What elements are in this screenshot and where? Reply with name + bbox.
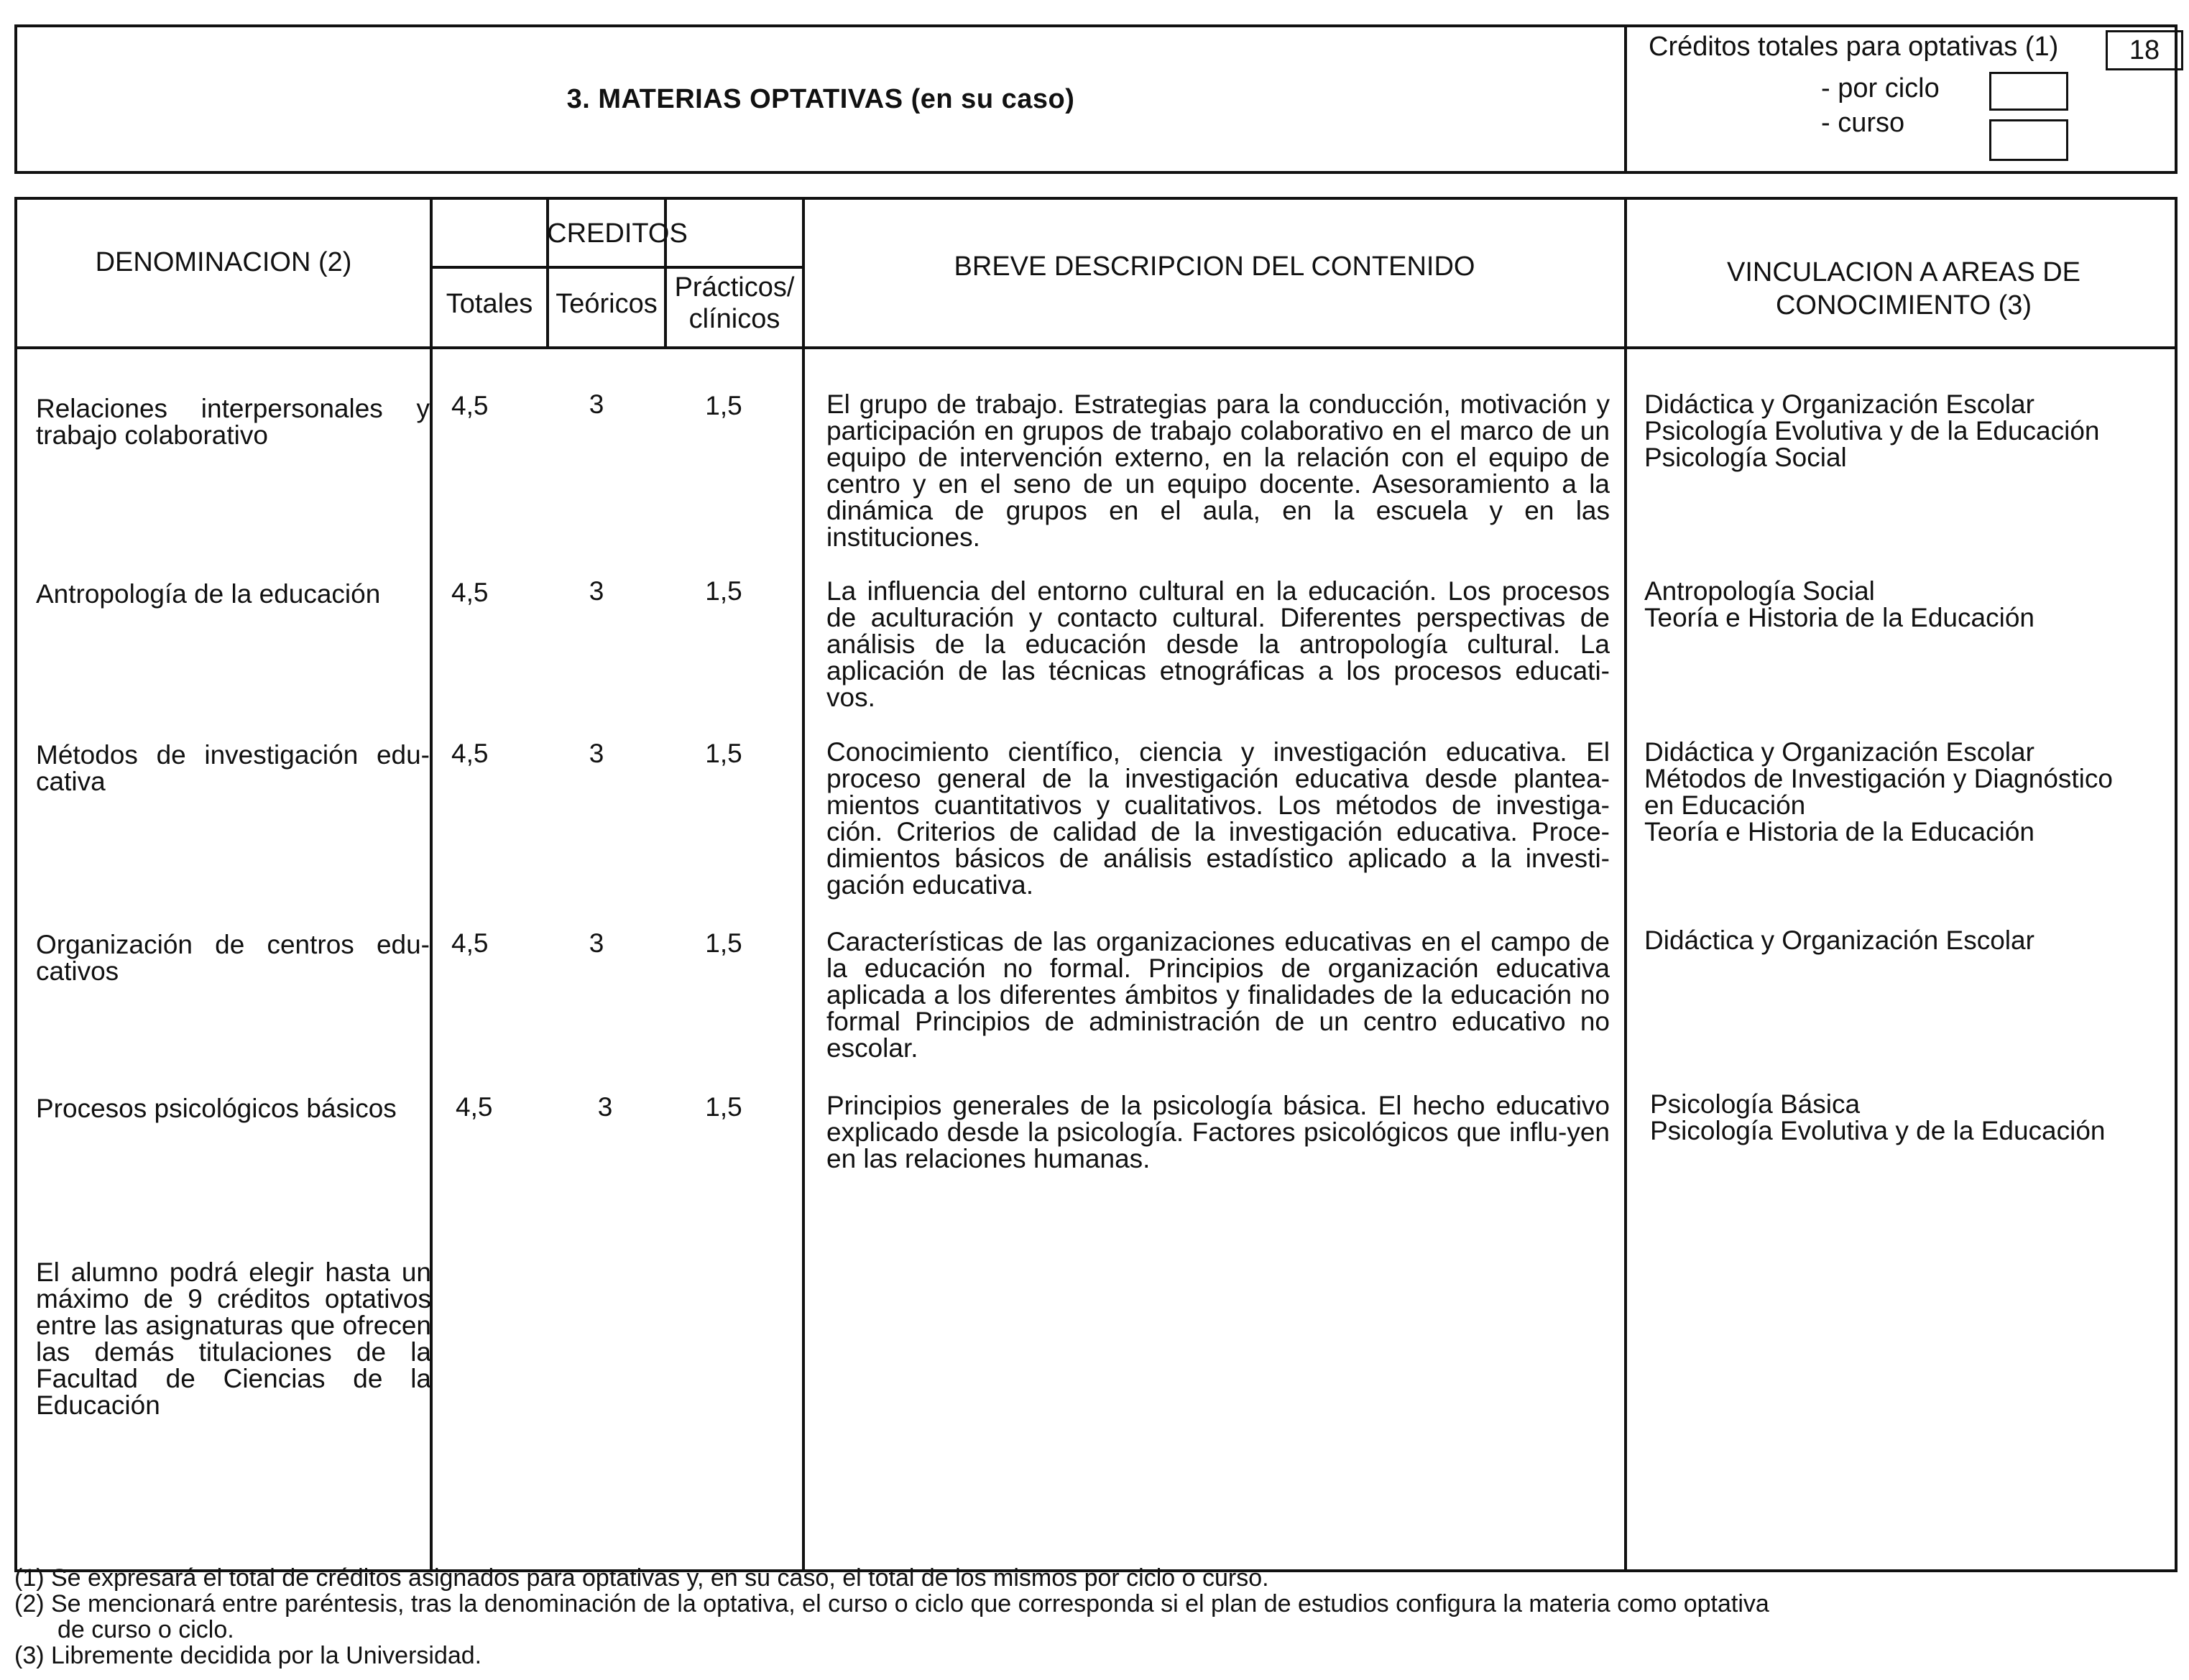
area-item: Psicología Evolutiva y de la Educación <box>1644 416 2100 446</box>
footnote-2: (2) Se mencionará entre paréntesis, tras la denominación de la optativa, el curso o ciclo que corresponda si el plan de estudios configura la materia como optativa <box>14 1590 1769 1617</box>
row-1-practicos: 1,5 <box>705 391 742 420</box>
row-3-teoricos: 3 <box>589 739 604 768</box>
row-5-teoricos: 3 <box>597 1092 613 1122</box>
section-header <box>14 24 2178 174</box>
credits-summary <box>1624 27 2175 171</box>
area-item: Didáctica y Organización Escolar <box>1644 389 2034 419</box>
row-3-practicos: 1,5 <box>705 739 742 768</box>
area-item: Teoría e Historia de la Educación <box>1644 603 2034 632</box>
col-header-teoricos: Teóricos <box>556 289 658 319</box>
row-3-description: Conocimiento científico, ciencia y investigación educativa. El proceso general de la investigación educativa desde plantea-mientos cuantitativos y cualitativos. Los métodos de investiga-ción. Criterios de calidad de la investigación educativa. Proce-dimientos básicos de análisis estadístico aplicado a la investi-gación educativa. <box>826 737 1610 900</box>
per-course-label: - curso <box>1821 108 1905 138</box>
row-divider <box>430 266 805 269</box>
row-2-areas <box>1644 578 2147 631</box>
row-2-name: Antropología de la educación <box>36 579 381 609</box>
col-header-practicos: Prácticos/ clínicos <box>674 272 795 334</box>
document-page <box>14 24 2178 1572</box>
col-header-denominacion: DENOMINACION (2) <box>95 247 352 277</box>
row-divider <box>17 346 2175 349</box>
row-2-totales: 4,5 <box>451 578 489 607</box>
elective-note: El alumno podrá elegir hasta un máximo de 9 créditos optativos entre las asignaturas que ofrecen las demás titulaciones de la Facultad de Ciencias de la Educación <box>36 1257 431 1420</box>
row-2-teoricos: 3 <box>589 576 604 606</box>
col-header-creditos: CREDITOS <box>547 218 688 249</box>
row-4-areas <box>1644 927 2147 954</box>
footnotes <box>14 1565 2156 1669</box>
row-4-totales: 4,5 <box>451 928 489 958</box>
subjects-table <box>14 197 2178 1572</box>
area-item: Didáctica y Organización Escolar <box>1644 926 2034 955</box>
row-1-description: El grupo de trabajo. Estrategias para la conducción, motivación y participación en grupos de trabajo colaborativo en el marco de un equipo de intervención externo, en la relación con el equipo de centro y en el seno de un equipo docente. Asesoramiento a la dinámica de grupos en el aula, en la escuela y en las instituciones. <box>826 389 1610 552</box>
section-title: 3. MATERIAS OPTATIVAS (en su caso) <box>566 83 1075 114</box>
row-3-totales: 4,5 <box>451 739 489 768</box>
column-divider <box>802 197 805 1569</box>
area-item: Psicología Social <box>1644 443 1847 472</box>
per-cycle-label: - por ciclo <box>1821 73 1940 103</box>
row-4-description: Características de las organizaciones educativas en el campo de la educación no formal. Principios de organización educativa aplicada a los diferentes ámbitos y finalidades de la educación no formal Principios de administración de un centro educativo no escolar. <box>826 927 1610 1063</box>
row-2-practicos: 1,5 <box>705 576 742 606</box>
area-item: Métodos de Investigación y Diagnóstico en Educación <box>1644 764 2113 820</box>
row-1-areas <box>1644 391 2147 471</box>
row-1-name: Relaciones interpersonales y trabajo colaborativo <box>36 394 430 450</box>
area-item: Antropología Social <box>1644 576 1875 606</box>
row-4-name: Organización de centros edu-cativos <box>36 930 430 986</box>
footnote-2-continuation: de curso o ciclo. <box>57 1616 234 1643</box>
area-item: Psicología Evolutiva y de la Educación <box>1650 1116 2106 1145</box>
per-cycle-box <box>1989 72 2068 111</box>
col-header-vinculacion: VINCULACION A AREAS DE CONOCIMIENTO (3) <box>1726 257 2081 320</box>
row-1-totales: 4,5 <box>451 391 489 420</box>
footnote-3: (3) Libremente decidida por la Universidad. <box>14 1642 482 1669</box>
row-5-description: Principios generales de la psicología básica. El hecho educativo explicado desde la psicología. Factores psicológicos que influ-yen en las relaciones humanas. <box>826 1091 1610 1173</box>
per-course-box <box>1989 119 2068 161</box>
col-header-descripcion: BREVE DESCRIPCION DEL CONTENIDO <box>954 251 1475 282</box>
row-4-practicos: 1,5 <box>705 928 742 958</box>
credits-total-box: 18 <box>2106 30 2183 70</box>
row-4-teoricos: 3 <box>589 928 604 958</box>
col-header-totales: Totales <box>446 289 533 319</box>
area-item: Teoría e Historia de la Educación <box>1644 817 2034 846</box>
column-divider <box>1624 197 1627 1569</box>
row-5-totales: 4,5 <box>456 1092 493 1122</box>
footnote-1: (1) Se expresará el total de créditos asignados para optativas y, en su caso, el total de los mismos por ciclo o curso. <box>14 1564 1269 1592</box>
credits-total-label: Créditos totales para optativas (1) <box>1649 32 2059 62</box>
row-5-areas <box>1650 1091 2153 1144</box>
row-3-name: Métodos de investigación edu-cativa <box>36 740 430 796</box>
area-item: Didáctica y Organización Escolar <box>1644 737 2034 767</box>
area-item: Psicología Básica <box>1650 1089 1861 1119</box>
row-3-areas <box>1644 739 2147 845</box>
row-5-name: Procesos psicológicos básicos <box>36 1094 397 1123</box>
row-2-description: La influencia del entorno cultural en la educación. Los procesos de aculturación y contacto cultural. Diferentes perspectivas de análisis de la educación desde la antropología cultural. La aplicación de las técnicas etnográficas a los procesos educati-vos. <box>826 576 1610 712</box>
row-5-practicos: 1,5 <box>705 1092 742 1122</box>
row-1-teoricos: 3 <box>589 389 604 419</box>
